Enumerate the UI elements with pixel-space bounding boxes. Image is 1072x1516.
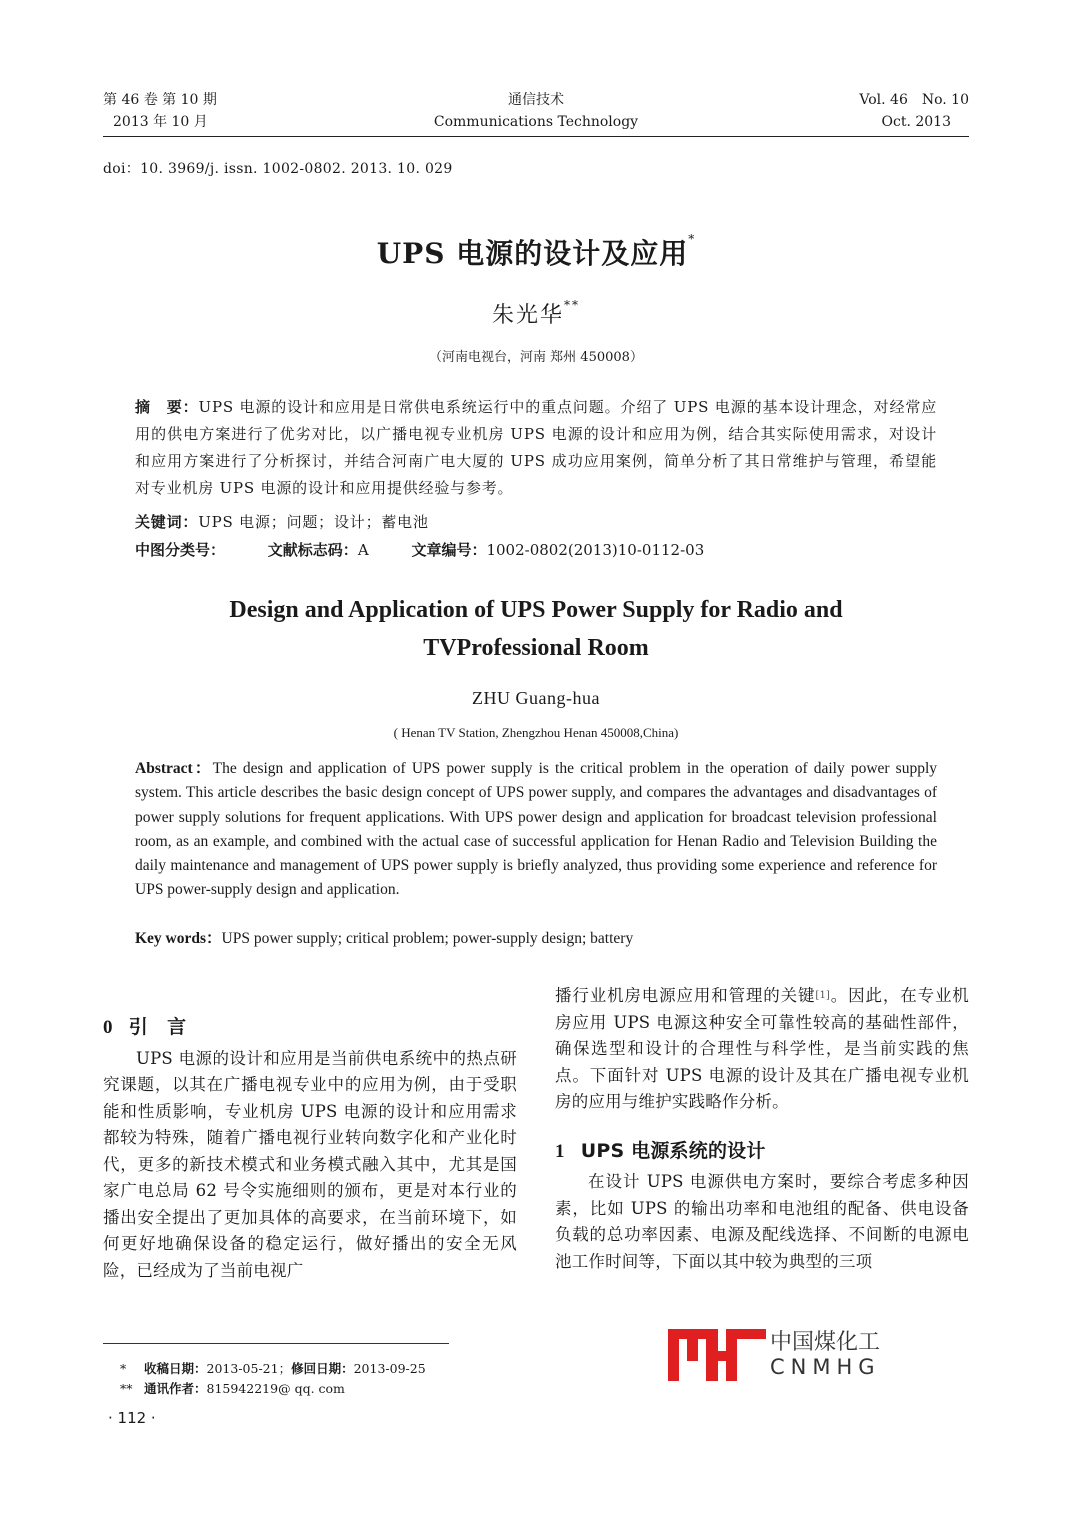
article-number <box>411 537 704 564</box>
journal-volume-en <box>859 89 969 133</box>
keywords-cn-label: 关键词： <box>135 513 199 531</box>
section-0 <box>103 1014 517 1284</box>
doc-code <box>268 537 369 564</box>
watermark-logo <box>668 1325 768 1385</box>
clc-label: 中图分类号： <box>135 541 226 559</box>
watermark-text-en: CNMHG <box>770 1355 881 1379</box>
journal-issue <box>103 89 217 133</box>
affiliation-en: ( Henan TV Station, Zhengzhou Henan 450008,China) <box>393 725 679 740</box>
cnmhg-logo-icon <box>668 1329 766 1381</box>
footnote-rule <box>103 1343 449 1344</box>
section-1-title: UPS 电源系统的设计 <box>580 1139 766 1162</box>
section-0-number: 0 <box>103 1017 113 1038</box>
revised-date: 2013-09-25 <box>353 1361 426 1376</box>
volume-number-en: Vol. 46 No. 10 <box>859 92 969 108</box>
footnote-received <box>120 1360 426 1378</box>
watermark-text-cn: 中国煤化工 <box>770 1330 881 1355</box>
page-number: · 112 · <box>108 1409 156 1427</box>
doc-code-value: A <box>357 541 369 559</box>
title-cn-text: UPS 电源的设计及应用 <box>376 237 689 270</box>
doc-code-label: 文献标志码： <box>267 541 358 559</box>
abstract-en-label: Abstract： <box>135 760 213 777</box>
affiliation-cn: （河南电视台，河南 郑州 450008） <box>429 350 643 365</box>
header-rule <box>103 136 969 137</box>
received-date: 2013-05-21； <box>206 1361 292 1376</box>
keywords-en-label: Key words： <box>135 930 222 947</box>
abstract-cn-text: UPS 电源的设计和应用是日常供电系统运行中的重点问题。介绍了 UPS 电源的基本设计理念，对经常应用的供电方案进行了优劣对比，以广播电视专业机房 UPS 电源的设计和应用为例，结合其实际使用需求，对设计和应用方案进行了分析探讨，并结合河南广电大厦的 UPS 成功应用案例，简单分析了其日常维护与管理，希望能对专业机房 UPS 电源的设计和应用提供经验与参考。 <box>135 398 937 497</box>
section-1-paragraph: 在设计 UPS 电源供电方案时，要综合考虑多种因素，比如 UPS 的输出功率和电池组的配备、供电设备负载的总功率因素、电源及配线选择、不间断的电源电池工作时间等，下面以其中较为典型的三项 <box>555 1172 969 1271</box>
abstract-cn <box>135 394 937 502</box>
title-cn <box>0 232 1072 272</box>
journal-name-cn: 通信技术 <box>508 92 564 108</box>
section-1-number: 1 <box>555 1140 565 1162</box>
section-0-paragraph: UPS 电源的设计和应用是当前供电系统中的热点研究课题，以其在广播电视专业中的应用为例，由于受职能和性质影响，专业机房 UPS 电源的设计和应用需求都较为特殊，随着广播电视行业转向数字化和产业化时代，更多的新技术模式和业务模式融入其中，尤其是国家广电总局 62 号令实施细则的颁布，更是对本行业的播出安全提出了更加具体的高要求，在当前环境下，如何更好地确保设备的稳定运行，做好播出的安全无风险，已经成为了当前电视广 <box>103 1048 517 1280</box>
article-no-value: 1002-0802(2013)10-0112-03 <box>486 541 705 559</box>
continuation-paragraph <box>555 983 969 1116</box>
section-0-heading <box>103 1014 517 1042</box>
footnote-author <box>120 1380 345 1398</box>
author-cn <box>0 298 1072 329</box>
author-email: 815942219@ qq. com <box>206 1381 345 1396</box>
right-column <box>555 983 969 1275</box>
title-footnote-mark: * <box>688 232 696 246</box>
article-no-label: 文章编号： <box>411 541 487 559</box>
reference-marker: [1] <box>815 990 831 1001</box>
section-1-heading <box>555 1138 969 1166</box>
author-cn-name: 朱光华 <box>491 303 564 328</box>
clc-code <box>135 537 225 564</box>
author-footnote-mark: ** <box>564 298 580 312</box>
keywords-cn <box>135 509 937 536</box>
title-en: Design and Application of UPS Power Supply for Radio and TVProfessional Room <box>229 597 843 661</box>
author-en: ZHU Guang-hua <box>472 688 600 708</box>
keywords-en <box>135 927 937 951</box>
footnote-mark-1: * <box>120 1361 127 1376</box>
continuation-text-end: 。因此，在专业机房应用 UPS 电源这种安全可靠性较高的基础性部件，确保选型和设计的合理性与科学性，是当前实践的焦点。下面针对 UPS 电源的设计及其在广播电视专业机房的应用与维护实践略作分析。 <box>555 986 970 1111</box>
continuation-text-start: 播行业机房电源应用和管理的关键 <box>555 986 816 1005</box>
issue-date-cn: 2013 年 10 月 <box>113 114 208 130</box>
abstract-en-text: The design and application of UPS power supply is the critical problem in the operation of daily power supply system. This article describes the basic design concept of UPS power supply, and compares the advantages and disadvantages of power supply solutions for frequent applications. With UPS power design and application for broadcast television professional room, as an example, and combined with the actual case of successful application for Henan Radio and Television Building the daily maintenance and management of UPS power supply is briefly analyzed, thus providing some experience and reference for UPS power-supply design and application. <box>135 760 937 899</box>
issue-date-en: Oct. 2013 <box>881 114 951 130</box>
revised-label: 修回日期： <box>291 1361 354 1376</box>
journal-name-en: Communications Technology <box>433 114 639 130</box>
abstract-en <box>135 757 937 903</box>
classification-line <box>135 537 955 564</box>
keywords-cn-text: UPS 电源；问题；设计；蓄电池 <box>198 513 429 531</box>
received-label: 收稿日期： <box>144 1361 207 1376</box>
journal-name <box>390 89 682 133</box>
abstract-cn-label: 摘 要： <box>135 398 199 416</box>
doi: doi：10. 3969/j. issn. 1002-0802. 2013. 10. 029 <box>103 161 453 177</box>
footnote-mark-2: ** <box>120 1381 133 1396</box>
volume-issue: 第 46 卷 第 10 期 <box>103 92 217 108</box>
author-contact-label: 通讯作者： <box>144 1381 207 1396</box>
keywords-en-text: UPS power supply; critical problem; power-supply design; battery <box>221 930 634 947</box>
section-0-title: 引 言 <box>128 1016 187 1038</box>
